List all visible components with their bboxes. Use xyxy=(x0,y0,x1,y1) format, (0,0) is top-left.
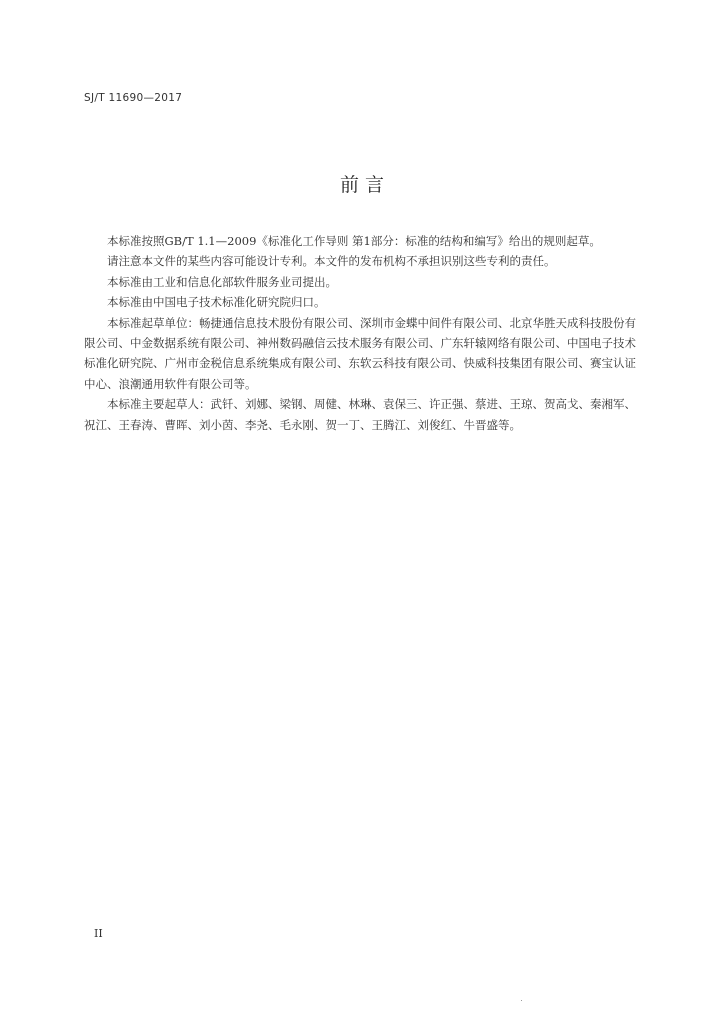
paragraph-proposer: 本标准由工业和信息化部软件服务业司提出。 xyxy=(107,274,337,289)
paragraph-administrator: 本标准由中国电子技术标准化研究院归口。 xyxy=(107,295,326,310)
preface-body xyxy=(84,231,636,435)
paragraph-drafters: 本标准主要起草人：武钎、刘娜、梁钢、周健、林琳、袁保三、许正强、蔡进、王琼、贺高戈、秦湘军、祝江、王春涛、曹晖、刘小茵、李尧、毛永刚、贺一丁、王腾江、刘俊红、牛晋盛等。 xyxy=(84,397,636,432)
paragraph-patent-notice: 请注意本文件的某些内容可能设计专利。本文件的发布机构不承担识别这些专利的责任。 xyxy=(107,254,556,269)
scan-speck xyxy=(521,1000,522,1001)
paragraph-drafting-units: 本标准起草单位：畅捷通信息技术股份有限公司、深圳市金蝶中间件有限公司、北京华胜天成科技股份有限公司、中金数据系统有限公司、神州数码融信云技术服务有限公司、广东轩辕网络有限公司、中国电子技术标准化研究院、广州市金税信息系统集成有限公司、东软云科技有限公司、快威科技集团有限公司、赛宝认证中心、浪潮通用软件有限公司等。 xyxy=(84,315,636,391)
page-number: II xyxy=(94,927,103,940)
standard-number: SJ/T 11690—2017 xyxy=(84,92,183,104)
paragraph-drafting-rules: 本标准按照GB/T 1.1—2009《标准化工作导则 第1部分：标准的结构和编写》给出的规则起草。 xyxy=(107,234,601,248)
page-title: 前 言 xyxy=(339,174,385,196)
